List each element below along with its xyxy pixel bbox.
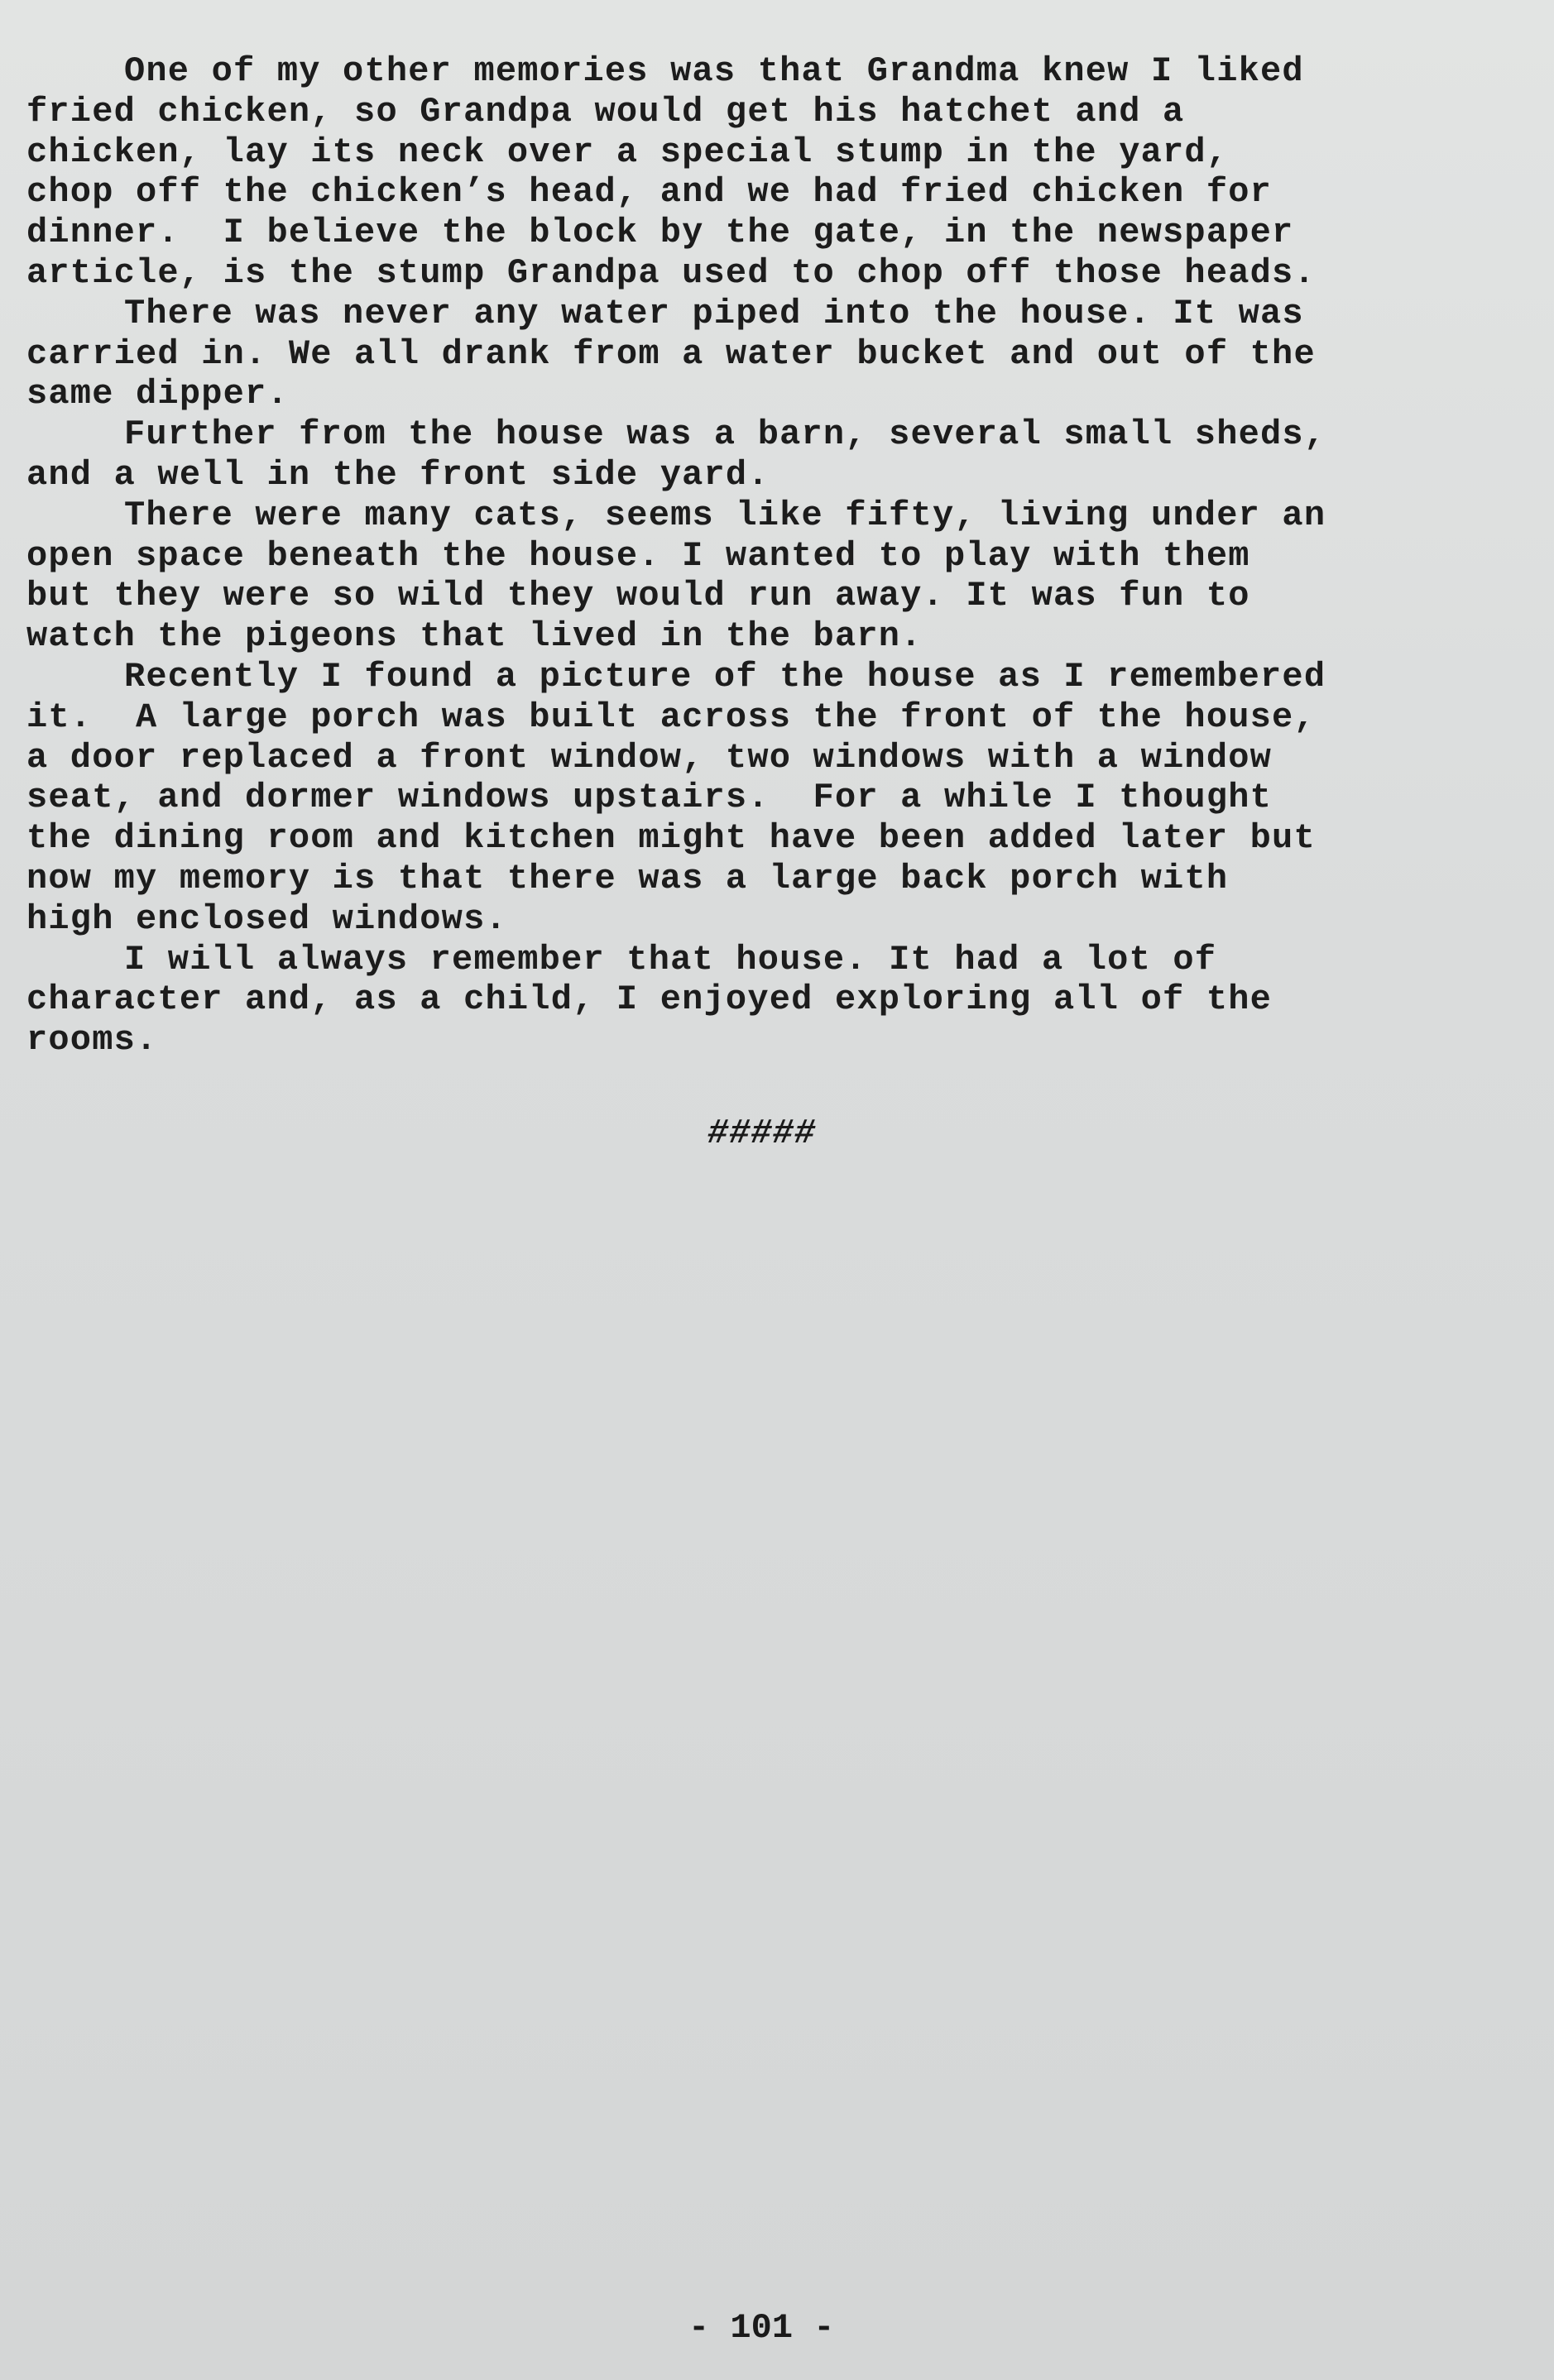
paragraph-1	[26, 51, 1524, 294]
text-line: and a well in the front side yard.	[26, 454, 770, 495]
text-line: watch the pigeons that lived in the barn.	[26, 616, 923, 657]
page-number: - 101 -	[688, 2308, 835, 2348]
paragraph-4	[26, 496, 1524, 657]
text-line: dinner. I believe the block by the gate, in the newspaper	[26, 213, 1294, 253]
text-line: but they were so wild they would run away. It was fun to	[26, 576, 1250, 616]
paragraph-6	[26, 940, 1524, 1061]
text-line: same dipper.	[26, 374, 289, 414]
memoir-text	[26, 51, 1524, 1061]
text-line: There were many cats, seems like fifty, living under an	[124, 495, 1326, 535]
text-line: a door replaced a front window, two windows with a window	[26, 737, 1273, 778]
text-line: fried chicken, so Grandpa would get his hatchet and a	[26, 91, 1185, 132]
text-line: now my memory is that there was a large back porch with	[26, 858, 1229, 898]
text-line: chop off the chicken’s head, and we had fried chicken for	[26, 172, 1273, 213]
text-line: seat, and dormer windows upstairs. For a while I thought	[26, 778, 1273, 818]
text-line: rooms.	[26, 1020, 158, 1061]
text-line: carried in. We all drank from a water bucket and out of the	[26, 333, 1316, 374]
text-line: chicken, lay its neck over a special stump in the yard,	[26, 132, 1229, 172]
text-line: article, is the stump Grandpa used to chop off those heads.	[26, 252, 1316, 293]
text-line: Further from the house was a barn, several small sheds,	[124, 414, 1326, 455]
text-line: high enclosed windows.	[26, 898, 507, 939]
paragraph-2	[26, 294, 1524, 414]
text-line: One of my other memories was that Grandma knew I liked	[124, 51, 1304, 91]
text-line: There was never any water piped into the house. It was	[124, 293, 1304, 333]
text-line: character and, as a child, I enjoyed exploring all of the	[26, 979, 1273, 1020]
text-line: open space beneath the house. I wanted to play with them	[26, 535, 1250, 576]
end-of-section-mark: #####	[707, 1113, 817, 1153]
text-line: Recently I found a picture of the house as I remembered	[124, 656, 1326, 697]
text-line: it. A large porch was built across the front of the house,	[26, 697, 1316, 737]
text-line: I will always remember that house. It had a lot of	[124, 939, 1217, 979]
paragraph-5	[26, 657, 1524, 940]
text-line: the dining room and kitchen might have been added later but	[26, 818, 1316, 859]
paragraph-3	[26, 414, 1524, 496]
